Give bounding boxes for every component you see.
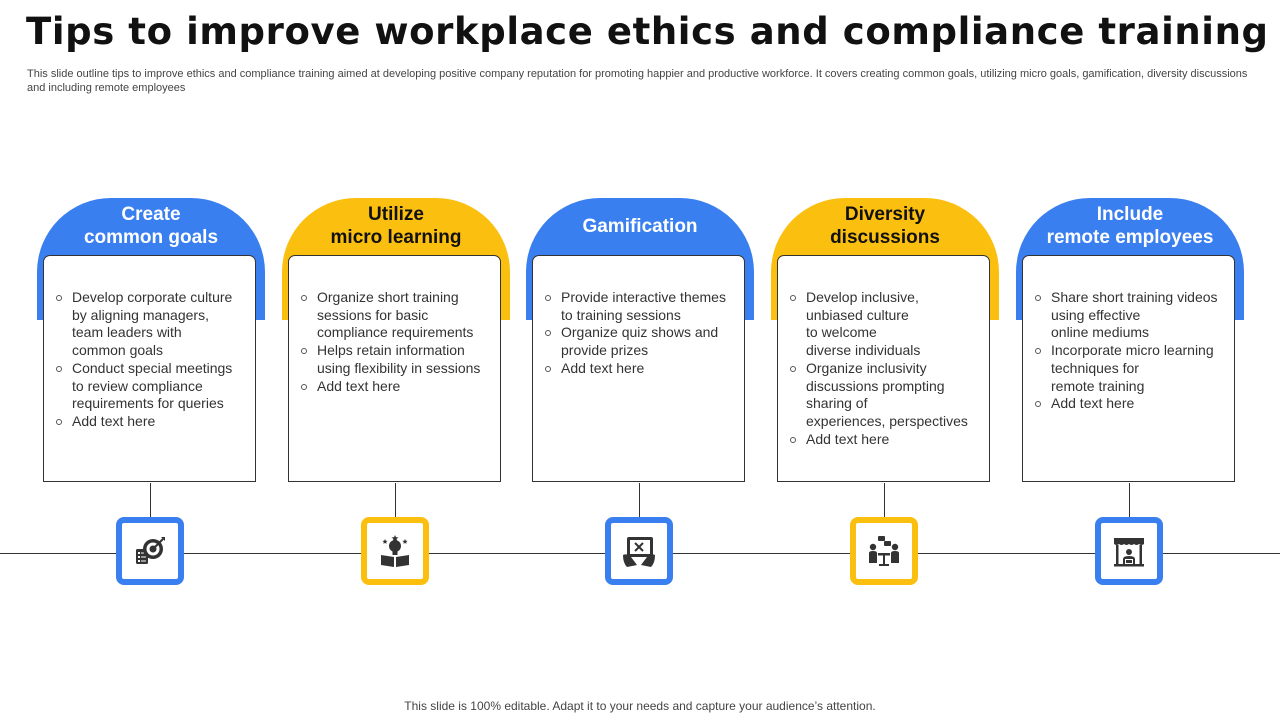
bullet-list	[788, 289, 983, 448]
bullet-item: Conduct special meetings to review compliance requirements for queries	[54, 360, 249, 413]
step-card	[1022, 255, 1235, 482]
bullet-item: Organize short training sessions for basic compliance requirements	[299, 289, 494, 342]
step-card	[43, 255, 256, 482]
bullet-item: Provide interactive themes to training sessions	[543, 289, 738, 324]
bullet-item: Add text here	[54, 413, 249, 431]
tablet-game-icon	[621, 533, 657, 569]
bullet-list	[299, 289, 494, 395]
step-card	[288, 255, 501, 482]
book-lightbulb-icon	[377, 533, 413, 569]
page-subtitle: This slide outline tips to improve ethics and compliance training aimed at developing positive company reputation for promoting happier and productive workforce. It covers creating common goals, utilizing micro goals, gamification, diversity discussions and including remote employees	[27, 68, 1248, 94]
step-diversity-discussions	[771, 198, 999, 588]
footer-note: This slide is 100% editable. Adapt it to your needs and capture your audience’s attention.	[404, 699, 876, 713]
connector-line	[639, 483, 640, 517]
step-utilize-micro-learning	[282, 198, 510, 588]
bullet-item: Organize quiz shows and provide prizes	[543, 324, 738, 359]
connector-line	[395, 483, 396, 517]
bullet-item: Helps retain information using flexibility in sessions	[299, 342, 494, 377]
bullet-item: Add text here	[788, 431, 983, 449]
people-discussion-icon	[866, 533, 902, 569]
bullet-list	[1033, 289, 1228, 413]
icon-badge	[605, 517, 673, 585]
step-gamification	[526, 198, 754, 588]
bullet-item: Add text here	[1033, 395, 1228, 413]
bullet-item: Add text here	[543, 360, 738, 378]
bullet-list	[543, 289, 738, 378]
page-title: Tips to improve workplace ethics and compliance training	[26, 10, 1269, 53]
step-card	[777, 255, 990, 482]
icon-badge	[361, 517, 429, 585]
step-heading: Gamification	[582, 215, 698, 237]
icon-badge	[850, 517, 918, 585]
connector-line	[150, 483, 151, 517]
target-checklist-icon	[132, 533, 168, 569]
step-include-remote-employees	[1016, 198, 1244, 588]
step-heading: Diversity discussions	[830, 204, 940, 248]
bullet-item: Share short training videos using effective online mediums	[1033, 289, 1228, 342]
icon-badge	[1095, 517, 1163, 585]
remote-workstation-icon	[1111, 533, 1147, 569]
bullet-item: Develop corporate culture by aligning managers, team leaders with common goals	[54, 289, 249, 360]
bullet-item: Incorporate micro learning techniques for remote training	[1033, 342, 1228, 395]
bullet-item: Develop inclusive, unbiased culture to welcome diverse individuals	[788, 289, 983, 360]
bullet-item: Organize inclusivity discussions prompting sharing of experiences, perspectives	[788, 360, 983, 431]
icon-badge	[116, 517, 184, 585]
connector-line	[884, 483, 885, 517]
step-card	[532, 255, 745, 482]
bullet-item: Add text here	[299, 378, 494, 396]
step-heading: Utilize micro learning	[330, 204, 462, 248]
step-heading: Include remote employees	[1046, 204, 1214, 248]
step-heading: Create common goals	[83, 204, 219, 248]
connector-line	[1129, 483, 1130, 517]
step-create-common-goals	[37, 198, 265, 588]
bullet-list	[54, 289, 249, 431]
